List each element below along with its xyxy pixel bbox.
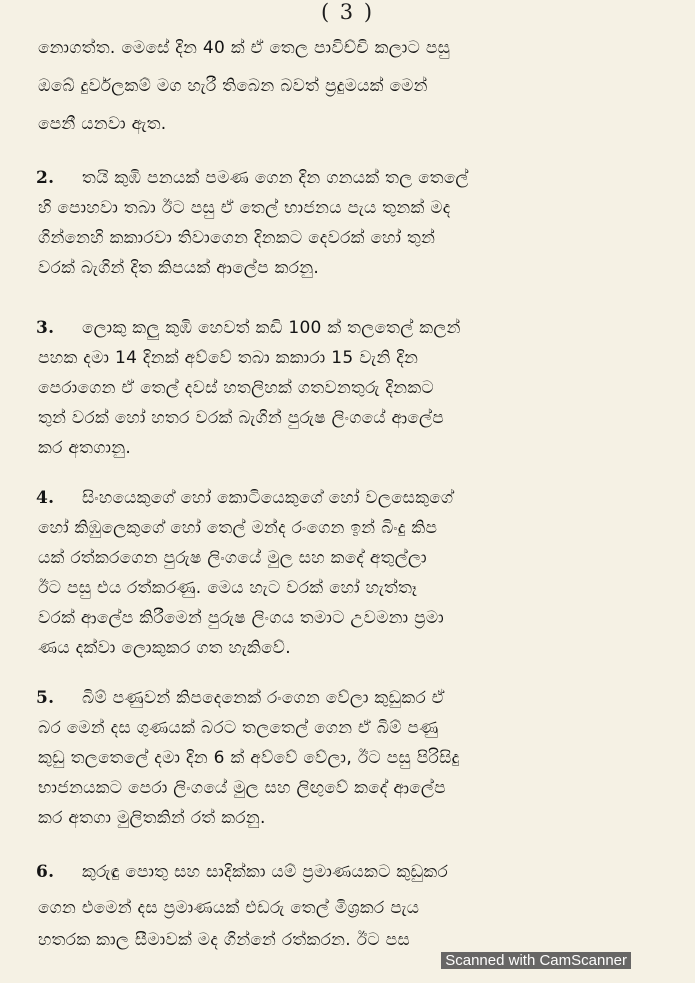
text-line: නොගත්ත. මෙසේ දින 40 ක් ඒ තෙල පාවිච්චි කලාට පසු: [38, 38, 451, 58]
paragraph-number: 3.: [36, 318, 55, 338]
text-line: [36, 168, 469, 188]
paragraph-number: 2.: [36, 168, 55, 188]
text-line: බර මෙන් දස ගුණයක් බරට තලතෙල් ගෙන ඒ බිම් පණු: [38, 718, 439, 738]
text-line: [36, 488, 453, 508]
text-line: පෙනී යනවා ඇත.: [38, 114, 167, 134]
text-line: [36, 318, 461, 338]
text-line: තුන් වරක් හෝ හතර වරක් බැගින් පුරුෂ ලිංගයේ ආලේප: [38, 408, 445, 428]
text-line-content: ලොකු කලු කුඹි හෙවත් කඩි 100 ක් තලතෙල් කලන්: [82, 318, 461, 338]
paragraph-number: 4.: [36, 488, 55, 508]
text-line: ගෙන එමෙන් දස ප්‍රමාණයක් එඩරු තෙල් මිශ්‍රකර පැය: [38, 898, 420, 918]
text-line: ණය දක්වා ලොකුකර ගත හැකිවේ.: [38, 638, 291, 658]
text-line-content: සිංහයෙකුගේ හෝ කොටියෙකුගේ හෝ වලසෙකුගේ: [82, 488, 454, 508]
text-line: ගින්නෙහි කකාරවා තිවාගෙන දිනකට දෙවරක් හෝ තුන්: [38, 228, 436, 248]
text-line-content: බිම් පණුවන් කිපදෙනෙක් රංගෙන වේලා කුඩුකර ඒ: [82, 688, 445, 708]
text-line: ඊට පසු එය රත්කරණු. මෙය හැට වරක් හෝ හැත්තෑ: [38, 578, 417, 598]
text-line: වරක් ආලේප කිරීමෙන් පුරුෂ ලිංගය තමාට උවමනා ප්‍රමා: [38, 608, 445, 628]
scanner-watermark: Scanned with CamScanner: [441, 952, 631, 969]
page-number: ( 3 ): [320, 0, 375, 24]
text-line: කර අතගානු.: [38, 438, 132, 458]
text-line: පහක දමා 14 දිනක් අව්වේ තබා කකාරා 15 වැනි දින: [38, 348, 419, 368]
text-line: ඔබේ දුර්වලකම් මග හැරී තිබෙන බවත් ප්‍රදුමයක් මෙන්: [38, 76, 428, 96]
text-line: හතරක කාල සීමාවක් මද ගින්නේ රත්කරන. ඊට පස: [38, 930, 410, 950]
text-line: හෝ කිඹුලෙකුගේ හෝ තෙල් මන්ද රංගෙන ඉන් බිංදු කිප: [38, 518, 438, 538]
text-line: භාජනයකට පෙරා ලිංගයේ මුල සහ ලිඟුවේ කදේ ආලේප: [38, 778, 446, 798]
text-line: කුඩු තලතෙලේ දමා දින 6 ක් අව්වේ වේලා, ඊට පසු පිරිසිදු: [38, 748, 460, 768]
text-line-content: තයි කුඹි පනයක් පමණ ගෙන දින ගනයක් තල තෙලේ: [82, 168, 469, 188]
text-line: වරක් බැගින් දිත කිපයක් ආලේප කරනු.: [38, 258, 320, 278]
text-line: යක් රත්කරගෙන පුරුෂ ලිංගයේ මුල සහ කදේ අතුල්ලා: [38, 548, 427, 568]
text-line: [36, 862, 448, 882]
paragraph-number: 6.: [36, 862, 55, 882]
text-line: හි පොහවා තබා ඊට පසු ඒ තෙල් භාජනය පැය තුනක් මද: [38, 198, 451, 218]
paragraph-number: 5.: [36, 688, 55, 708]
text-line: [36, 688, 445, 708]
text-line: කර අතගා මුලිතකින් රත් කරනු.: [38, 808, 266, 828]
text-line: පෙරාගෙන ඒ තෙල් දවස් හතලිහක් ගතවනතුරු දිනකට: [38, 378, 434, 398]
text-line-content: කුරුඳු පොතු සහ සාදික්කා යම් ප්‍රමාණයකට කුඩුකර: [82, 862, 449, 882]
